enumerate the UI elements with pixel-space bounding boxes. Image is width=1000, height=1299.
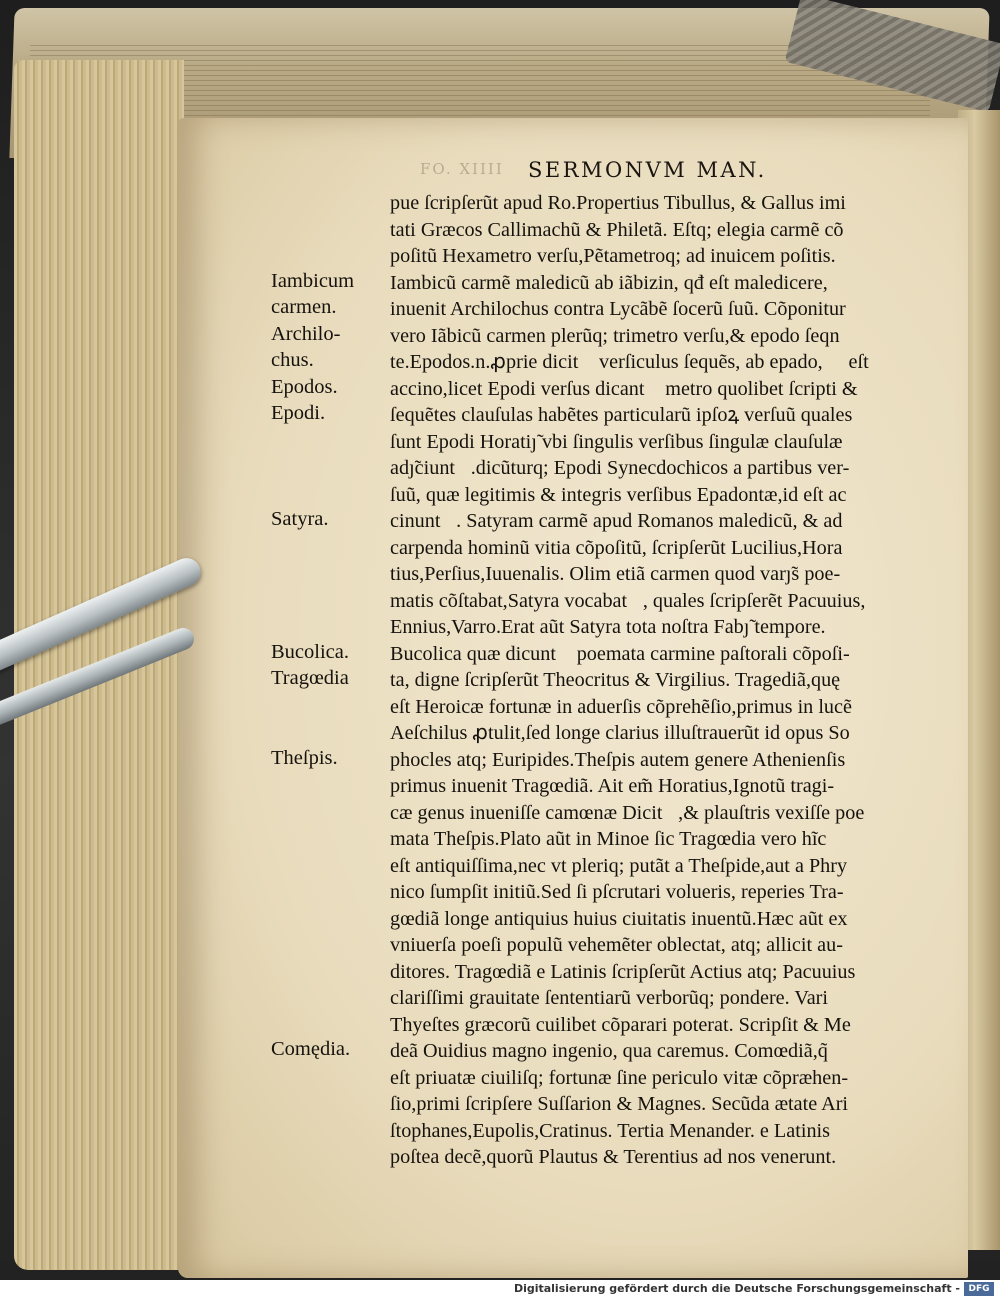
text-line: mata Theſpis.Plato aũt in Minoe ſic Tragœdia vero hĩc: [390, 828, 827, 850]
text-line: ſtophanes,Eupolis,Cratinus. Tertia Menander. e Latinis: [390, 1119, 831, 1142]
text-line: phocles atq; Euripides.Theſpis autem genere Athenienſis: [390, 748, 846, 771]
footer-bar: [0, 1280, 1000, 1299]
text-line: clariſſimi grauitate ſententiarũ verborũq; pondere. Vari: [390, 987, 828, 1009]
text-line: vero Iãbicũ carmen plerũq; trimetro verſu,& epodo ſeqn: [390, 324, 840, 347]
text-line: carpenda hominũ vitia cõpoſitũ, ſcripſerũt Lucilius,Hora: [390, 536, 843, 559]
text-line: Ennius,Varro.Erat aũt Satyra tota noſtra Fabȷ̃ tempore.: [390, 616, 826, 638]
footer-credit: Digitalisierung gefördert durch die Deutsche Forschungsgemeinschaft -: [513, 1282, 960, 1295]
text-line: ſuũ, quæ legitimis & integris verſibus Epadontæ,id eſt ac: [390, 483, 847, 506]
text-line: eſt Heroicæ fortunæ in aduerſis cõprehẽſio,primus in lucẽ: [390, 695, 852, 718]
margin-note: Theſpis.: [271, 746, 338, 769]
margin-note: Epodos.: [271, 375, 338, 398]
text-line: Thyeſtes græcorũ cuilibet cõparari poterat. Scripſit & Me: [390, 1013, 851, 1036]
text-line: cinunt᷑. Satyram carmẽ apud Romanos maledicũ, & ad: [390, 510, 843, 532]
text-line: Iambicũ carmẽ maledicũ ab iãbizin, qđ eſt maledicere,: [390, 271, 828, 294]
body-text: [390, 190, 945, 1171]
text-line: ta, digne ſcripſerũt Theocritus & Virgilius. Tragediã,quę: [390, 669, 841, 691]
margin-note: chus.: [271, 349, 314, 371]
text-line: poſitũ Hexametro verſu,Pẽtametroq; ad inuicem poſitis.: [390, 245, 836, 267]
text-line: pue ſcripſerũt apud Ro.Propertius Tibullus, & Gallus imi: [390, 192, 846, 214]
text-line: cæ genus inueniſſe camœnæ Dicit᷑,& plauſtris vexiſſe poe: [390, 801, 865, 824]
text-line: primus inuenit Tragœdiã. Ait em̃ Horatius,Ignotũ tragi-: [390, 775, 835, 797]
running-title: SERMONVM MAN.: [528, 158, 767, 182]
text-line: ſio,primi ſcripſere Suſſarion & Magnes. Secũda ætate Ari: [390, 1093, 849, 1115]
text-line: tati Græcos Callimachũ & Philetã. Eſtq; elegia carmẽ cõ: [390, 218, 844, 241]
margin-note: Satyra.: [271, 508, 329, 530]
text-line: eſt priuatæ ciuiliſq; fortunæ ſine periculo vitæ cõpræhen-: [390, 1066, 849, 1089]
text-line: accino,licet Epodi verſus dicant᷑ metro quolibet ſcripti &: [390, 377, 858, 400]
text-line: poſtea decẽ,quorũ Plautus & Terentius ad nos venerunt.: [390, 1146, 837, 1168]
text-line: adȷ̃ciunt᷑.dicũturq; Epodi Synecdochicos a partibus ver-: [390, 457, 850, 479]
text-line: vniuerſa poeſi populũ vehemẽter oblectat, atq; allicit au-: [390, 934, 843, 956]
text-line: matis cõſtabat,Satyra vocabat᷑, quales ſcripſerẽt Pacuuius,: [390, 589, 866, 612]
text-line: gœdiã longe antiquius huius ciuitatis inuentũ.Hæc aũt ex: [390, 907, 848, 930]
text-line: ſunt Epodi Horatiȷ̃ vbi ſingulis verſibus ſingulæ clauſulæ: [390, 430, 843, 453]
margin-note: Epodi.: [271, 402, 326, 424]
text-line: eſt antiquiſſima,nec vt pleriq; putãt a Theſpide,aut a Phry: [390, 854, 848, 877]
text-line: nico ſumpſit initiũ.Sed ſi pſcrutari volueris, reperies Tra-: [390, 881, 844, 903]
text-line: Aeſchilus ꝓtulit,ſed longe clarius illuſtrauerũt id opus So: [390, 722, 850, 744]
margin-note: Tragœdia: [271, 667, 349, 689]
margin-note: Comędia.: [271, 1038, 351, 1060]
text-line: tius,Perſius,Iuuenalis. Olim etiã carmen quod varȷ̃s poe-: [390, 563, 841, 585]
text-line: ſequẽtes clauſulas habẽtes particularũ ipſoꝝ verſuũ quales: [390, 404, 853, 426]
text-line: ditores. Tragœdiã e Latinis ſcripſerũt Actius atq; Pacuuius: [390, 960, 856, 983]
text-line: Bucolica quæ dicunt᷑ poemata carmine paſtorali cõpoſi-: [390, 642, 850, 665]
margin-note: carmen.: [271, 296, 337, 318]
margin-note: Bucolica.: [271, 640, 349, 663]
dfg-logo-icon: DFG: [964, 1282, 994, 1296]
text-line: inuenit Archilochus contra Lycãbẽ ſocerũ ſuũ. Cõponitur: [390, 298, 846, 320]
margin-note: Iambicum: [271, 269, 355, 292]
bleed-through-title: FO. XIIII: [420, 160, 504, 178]
text-line: deã Ouidius magno ingenio, qua caremus. Comœdiã,q̃: [390, 1040, 828, 1062]
margin-note: Archilo-: [271, 322, 341, 345]
text-line: te.Epodos.n.ꝓprie dicit᷑ verſiculus ſequẽs, ab epado, ꝙ eſt: [390, 351, 869, 373]
